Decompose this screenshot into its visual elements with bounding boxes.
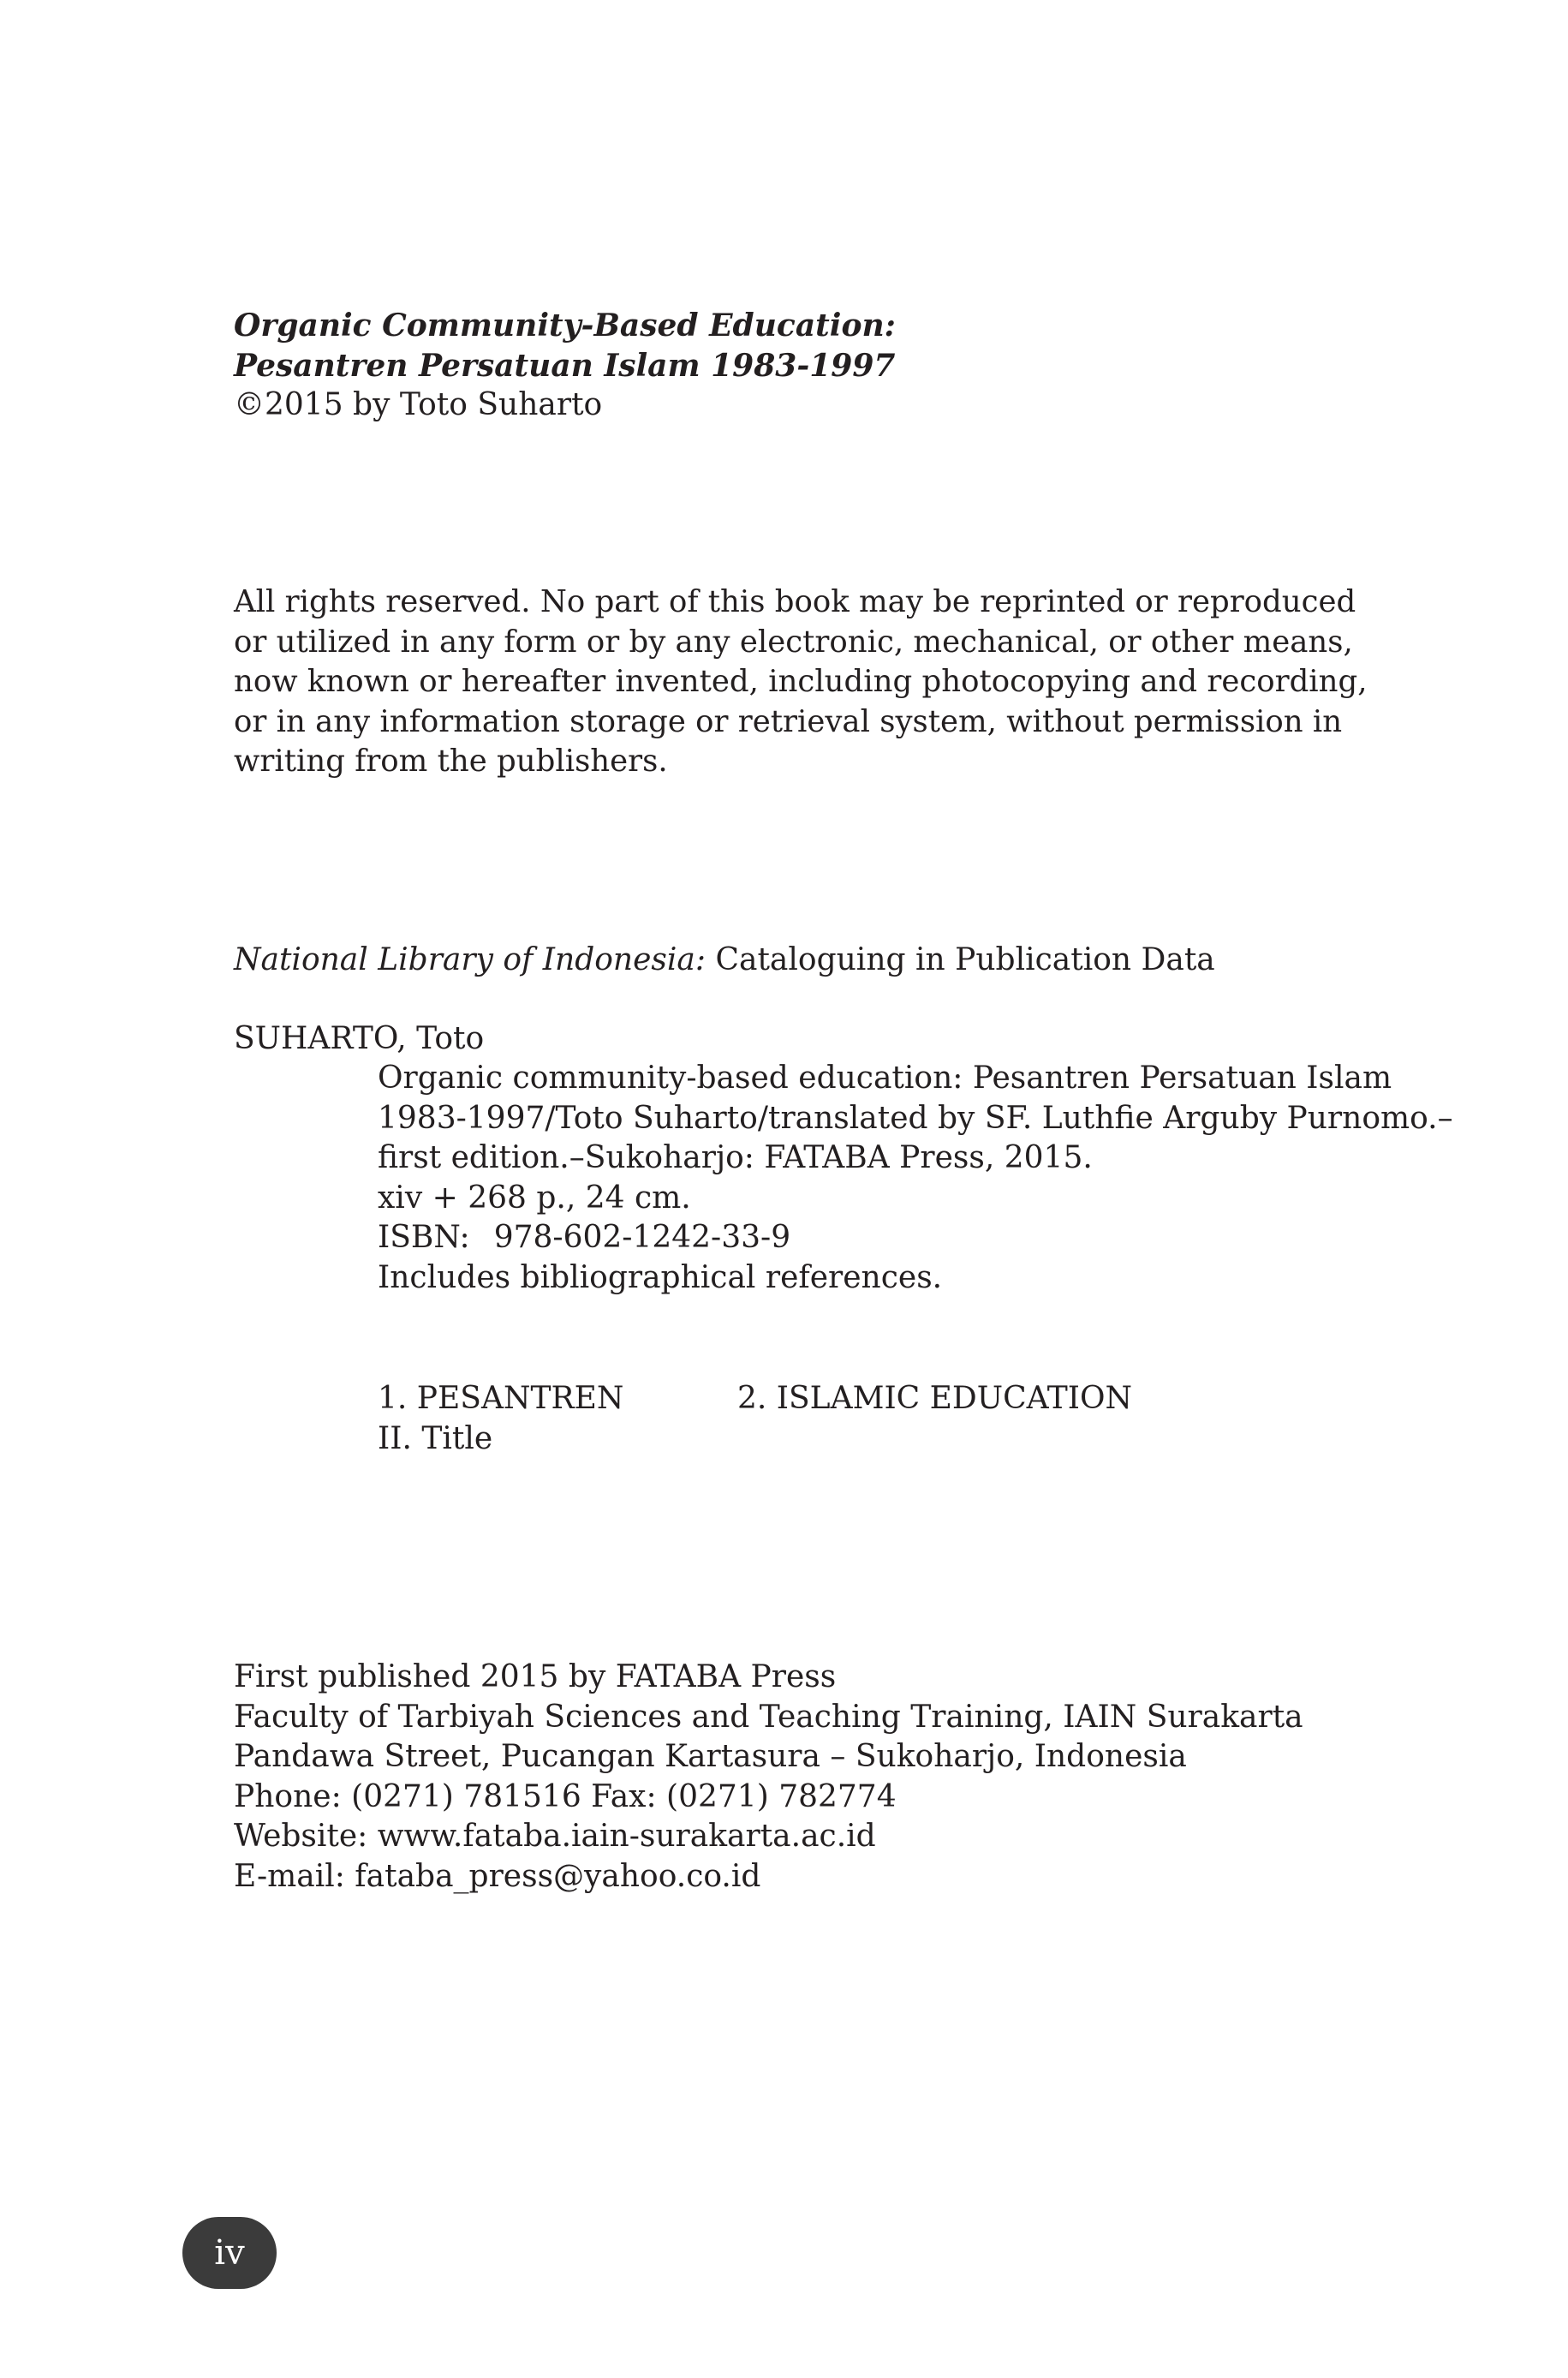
subject-pesantren: 1. PESANTREN <box>378 1381 624 1416</box>
book-title-line-2: Pesantren Persatuan Islam 1983-1997 <box>234 347 896 384</box>
page-number-badge: iv <box>182 2217 277 2289</box>
book-title-block <box>234 306 896 426</box>
isbn-value: 978-602-1242-33-9 <box>493 1220 791 1255</box>
cip-heading <box>234 941 1215 981</box>
cip-author: SUHARTO, Toto <box>234 1021 485 1056</box>
cip-subjects <box>378 1379 1132 1459</box>
subject-islamic-education: 2. ISLAMIC EDUCATION <box>737 1381 1132 1416</box>
cip-entry-line: xiv + 268 p., 24 cm. <box>378 1180 691 1216</box>
cip-entry-line: first edition.–Sukoharjo: FATABA Press, 2015. <box>378 1140 1093 1175</box>
isbn-label: ISBN: <box>378 1220 470 1255</box>
rights-statement: All rights reserved. No part of this book may be reprinted or reproduced or utilized in any form or by any electronic, mechanical, or other means, now known or hereafter invented, including photocopying and recording, or in any information storage or retrieval system, without permission in writing from the publishers. <box>234 584 1368 779</box>
cip-entry-line: Organic community-based education: Pesantren Persatuan Islam <box>378 1061 1392 1096</box>
publisher-line: Website: www.fataba.iain-surakarta.ac.id <box>234 1819 876 1854</box>
book-title-line-1: Organic Community-Based Education: <box>234 308 896 344</box>
publisher-line: E-mail: fataba_press@yahoo.co.id <box>234 1858 761 1894</box>
cip-heading-rest: Cataloguing in Publication Data <box>706 942 1215 977</box>
cip-notes: Includes bibliographical references. <box>378 1259 943 1295</box>
publisher-line: Phone: (0271) 781516 Fax: (0271) 782774 <box>234 1778 897 1814</box>
library-name: National Library of Indonesia: <box>234 942 706 977</box>
subject-title: II. Title <box>378 1420 493 1456</box>
publisher-line: Faculty of Tarbiyah Sciences and Teaching Training, IAIN Surakarta <box>234 1699 1303 1735</box>
isbn-line <box>378 1218 1453 1258</box>
subjects-row <box>378 1379 1132 1419</box>
cip-entry-line: 1983-1997/Toto Suharto/translated by SF. Luthfie Arguby Purnomo.– <box>378 1100 1453 1136</box>
copyright-notice: ©2015 by Toto Suharto <box>234 387 603 422</box>
publisher-line: First published 2015 by FATABA Press <box>234 1659 837 1694</box>
publisher-info <box>234 1658 1303 1897</box>
cip-entry <box>378 1059 1453 1298</box>
publisher-line: Pandawa Street, Pucangan Kartasura – Sukoharjo, Indonesia <box>234 1739 1187 1774</box>
